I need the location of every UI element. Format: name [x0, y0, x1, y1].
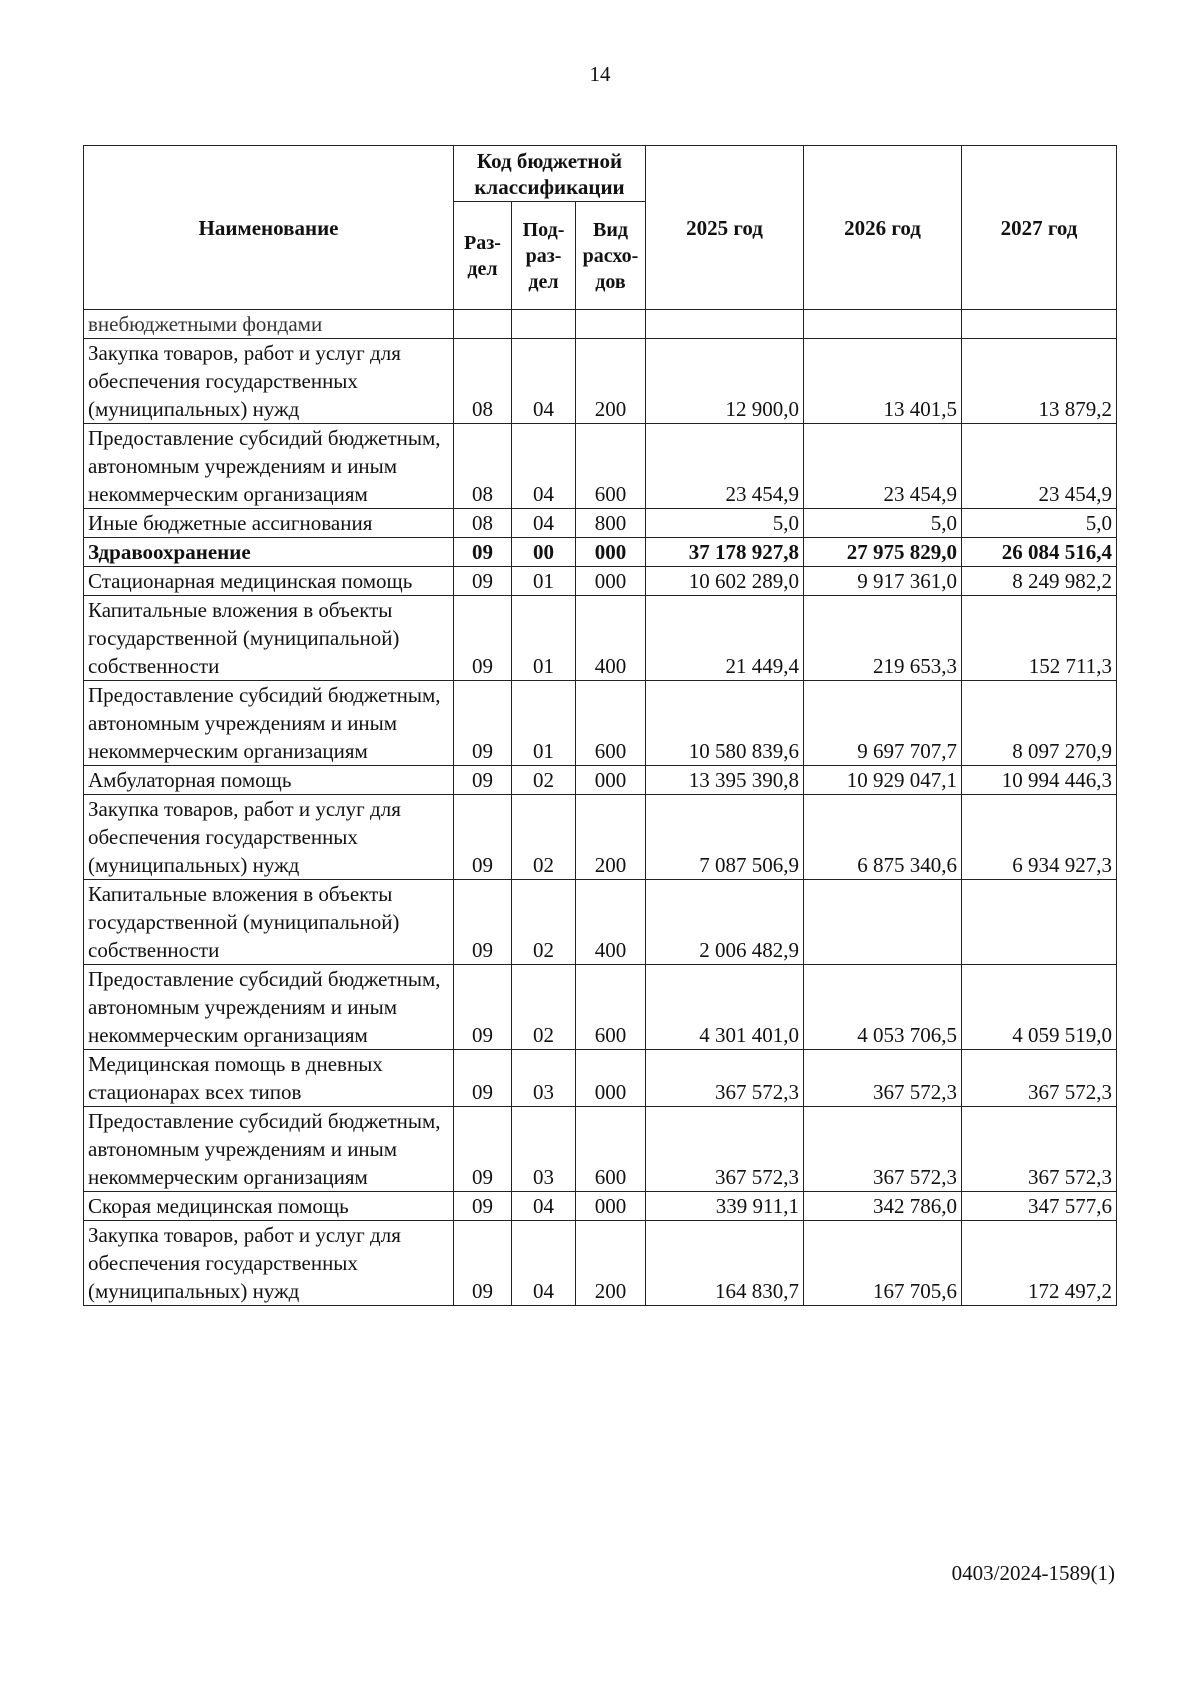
row-section-code: 09: [454, 1050, 512, 1107]
row-expense-type-code: 600: [576, 1107, 646, 1192]
row-subsection-code: 01: [512, 681, 576, 766]
row-name: Стационарная медицинская помощь: [84, 567, 454, 596]
row-name: Капитальные вложения в объекты государственной (муниципальной) собственности: [84, 596, 454, 681]
row-amount-2027: 6 934 927,3: [962, 795, 1117, 880]
row-amount-2026: 367 572,3: [804, 1050, 962, 1107]
row-section-code: 08: [454, 339, 512, 424]
row-section-code: 09: [454, 965, 512, 1050]
row-subsection-code: 03: [512, 1050, 576, 1107]
row-subsection-code: 02: [512, 965, 576, 1050]
row-name: Амбулаторная помощь: [84, 766, 454, 795]
row-amount-2027: 4 059 519,0: [962, 965, 1117, 1050]
table-row: [84, 567, 1117, 596]
header-section: Раз-дел: [454, 202, 512, 310]
document-id: 0403/2024-1589(1): [951, 1561, 1115, 1585]
row-amount-2025: 164 830,7: [646, 1221, 804, 1306]
row-expense-type-code: 200: [576, 795, 646, 880]
row-amount-2025: 12 900,0: [646, 339, 804, 424]
row-name: Закупка товаров, работ и услуг для обеспечения государственных (муниципальных) нужд: [84, 339, 454, 424]
row-section-code: 09: [454, 596, 512, 681]
row-expense-type-code: 400: [576, 596, 646, 681]
row-subsection-code: 01: [512, 596, 576, 681]
row-name: Предоставление субсидий бюджетным, автономным учреждениям и иным некоммерческим организациям: [84, 965, 454, 1050]
row-name: внебюджетными фондами: [84, 310, 454, 339]
row-name: Здравоохранение: [84, 538, 454, 567]
row-amount-2026: 367 572,3: [804, 1107, 962, 1192]
row-amount-2025: 13 395 390,8: [646, 766, 804, 795]
header-subsection: Под-раз-дел: [512, 202, 576, 310]
row-amount-2026: 6 875 340,6: [804, 795, 962, 880]
row-amount-2025: 5,0: [646, 509, 804, 538]
row-amount-2026: 4 053 706,5: [804, 965, 962, 1050]
row-name: Скорая медицинская помощь: [84, 1192, 454, 1221]
row-amount-2025: 367 572,3: [646, 1050, 804, 1107]
row-subsection-code: 02: [512, 795, 576, 880]
row-amount-2027: 8 249 982,2: [962, 567, 1117, 596]
row-section-code: [454, 310, 512, 339]
row-amount-2025: [646, 310, 804, 339]
table-body: [84, 310, 1117, 1306]
row-name: Предоставление субсидий бюджетным, автономным учреждениям и иным некоммерческим организациям: [84, 681, 454, 766]
table-row: [84, 1107, 1117, 1192]
row-subsection-code: 03: [512, 1107, 576, 1192]
row-amount-2027: 152 711,3: [962, 596, 1117, 681]
row-expense-type-code: 000: [576, 538, 646, 567]
row-subsection-code: 04: [512, 1192, 576, 1221]
row-subsection-code: 04: [512, 509, 576, 538]
row-section-code: 09: [454, 766, 512, 795]
row-amount-2026: 167 705,6: [804, 1221, 962, 1306]
row-section-code: 08: [454, 509, 512, 538]
row-section-code: 09: [454, 681, 512, 766]
row-subsection-code: 02: [512, 766, 576, 795]
table-row: [84, 880, 1117, 965]
row-expense-type-code: 400: [576, 880, 646, 965]
table-row: [84, 538, 1117, 567]
row-expense-type-code: 000: [576, 567, 646, 596]
row-expense-type-code: [576, 310, 646, 339]
header-year-2027: 2027 год: [962, 146, 1117, 310]
page-number: 14: [589, 62, 611, 86]
row-amount-2025: 367 572,3: [646, 1107, 804, 1192]
row-expense-type-code: 600: [576, 681, 646, 766]
row-amount-2026: 13 401,5: [804, 339, 962, 424]
row-name: Предоставление субсидий бюджетным, автономным учреждениям и иным некоммерческим организациям: [84, 424, 454, 509]
header-year-2026: 2026 год: [804, 146, 962, 310]
row-amount-2027: 172 497,2: [962, 1221, 1117, 1306]
row-amount-2025: 23 454,9: [646, 424, 804, 509]
row-subsection-code: 04: [512, 1221, 576, 1306]
row-amount-2025: 4 301 401,0: [646, 965, 804, 1050]
row-expense-type-code: 800: [576, 509, 646, 538]
row-subsection-code: 00: [512, 538, 576, 567]
budget-table: [83, 145, 1117, 1306]
row-name: Закупка товаров, работ и услуг для обеспечения государственных (муниципальных) нужд: [84, 795, 454, 880]
row-amount-2027: 13 879,2: [962, 339, 1117, 424]
table-row: [84, 339, 1117, 424]
row-name: Медицинская помощь в дневных стационарах всех типов: [84, 1050, 454, 1107]
header-expense-type: Вид расхо-дов: [576, 202, 646, 310]
table-row: [84, 424, 1117, 509]
row-amount-2026: 10 929 047,1: [804, 766, 962, 795]
table-row: [84, 1050, 1117, 1107]
table-row: [84, 310, 1117, 339]
row-expense-type-code: 000: [576, 1050, 646, 1107]
row-amount-2025: 10 602 289,0: [646, 567, 804, 596]
row-amount-2026: 342 786,0: [804, 1192, 962, 1221]
row-amount-2026: 219 653,3: [804, 596, 962, 681]
row-section-code: 09: [454, 795, 512, 880]
row-amount-2026: 9 917 361,0: [804, 567, 962, 596]
row-amount-2026: 5,0: [804, 509, 962, 538]
row-amount-2026: 27 975 829,0: [804, 538, 962, 567]
row-amount-2027: 8 097 270,9: [962, 681, 1117, 766]
row-amount-2025: 21 449,4: [646, 596, 804, 681]
row-amount-2026: 9 697 707,7: [804, 681, 962, 766]
row-subsection-code: 02: [512, 880, 576, 965]
table-row: [84, 681, 1117, 766]
row-amount-2027: 10 994 446,3: [962, 766, 1117, 795]
table-row: [84, 766, 1117, 795]
table-header-row-1: [84, 146, 1117, 202]
header-code-group: Код бюджетной классификации: [454, 146, 646, 202]
row-section-code: 09: [454, 1107, 512, 1192]
row-amount-2025: 7 087 506,9: [646, 795, 804, 880]
row-amount-2027: 367 572,3: [962, 1050, 1117, 1107]
row-subsection-code: 01: [512, 567, 576, 596]
row-section-code: 09: [454, 538, 512, 567]
header-year-2025: 2025 год: [646, 146, 804, 310]
row-amount-2025: 339 911,1: [646, 1192, 804, 1221]
table-row: [84, 795, 1117, 880]
row-expense-type-code: 200: [576, 1221, 646, 1306]
row-subsection-code: 04: [512, 339, 576, 424]
row-subsection-code: 04: [512, 424, 576, 509]
row-section-code: 09: [454, 1192, 512, 1221]
row-section-code: 09: [454, 1221, 512, 1306]
row-amount-2027: [962, 880, 1117, 965]
row-amount-2027: 347 577,6: [962, 1192, 1117, 1221]
row-name: Иные бюджетные ассигнования: [84, 509, 454, 538]
row-amount-2027: 26 084 516,4: [962, 538, 1117, 567]
row-amount-2026: 23 454,9: [804, 424, 962, 509]
row-amount-2026: [804, 310, 962, 339]
row-expense-type-code: 200: [576, 339, 646, 424]
row-amount-2026: [804, 880, 962, 965]
row-expense-type-code: 600: [576, 965, 646, 1050]
table-row: [84, 509, 1117, 538]
table-row: [84, 596, 1117, 681]
row-amount-2025: 10 580 839,6: [646, 681, 804, 766]
row-section-code: 08: [454, 424, 512, 509]
table-row: [84, 965, 1117, 1050]
row-name: Закупка товаров, работ и услуг для обеспечения государственных (муниципальных) нужд: [84, 1221, 454, 1306]
header-name: Наименование: [84, 146, 454, 310]
row-name: Капитальные вложения в объекты государственной (муниципальной) собственности: [84, 880, 454, 965]
row-section-code: 09: [454, 567, 512, 596]
row-name: Предоставление субсидий бюджетным, автономным учреждениям и иным некоммерческим организациям: [84, 1107, 454, 1192]
row-expense-type-code: 000: [576, 766, 646, 795]
row-amount-2025: 37 178 927,8: [646, 538, 804, 567]
row-expense-type-code: 000: [576, 1192, 646, 1221]
row-amount-2025: 2 006 482,9: [646, 880, 804, 965]
table-row: [84, 1192, 1117, 1221]
row-expense-type-code: 600: [576, 424, 646, 509]
row-amount-2027: 367 572,3: [962, 1107, 1117, 1192]
table-row: [84, 1221, 1117, 1306]
row-amount-2027: 23 454,9: [962, 424, 1117, 509]
row-section-code: 09: [454, 880, 512, 965]
row-subsection-code: [512, 310, 576, 339]
row-amount-2027: [962, 310, 1117, 339]
row-amount-2027: 5,0: [962, 509, 1117, 538]
